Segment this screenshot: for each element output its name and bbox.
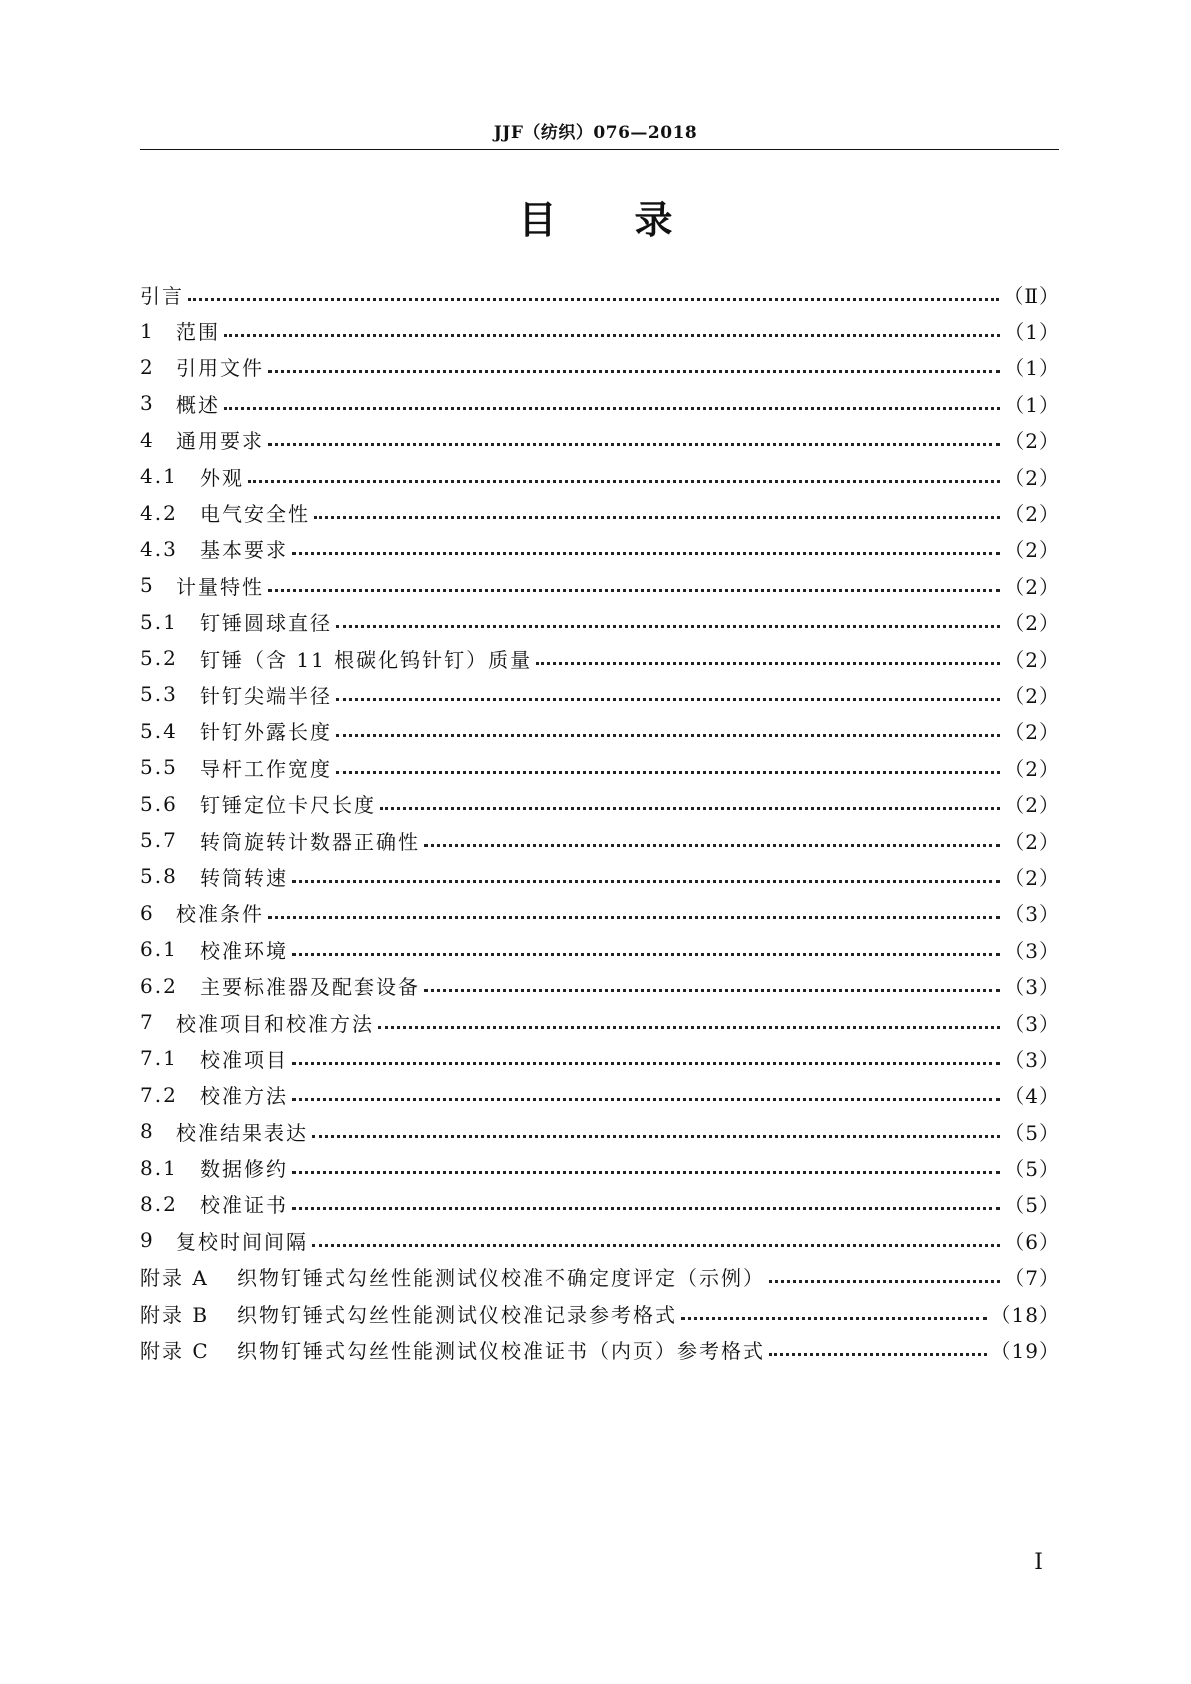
toc-leader-dots [292, 858, 1000, 883]
toc-entry-title: 针钉尖端半径 [200, 683, 332, 708]
toc-entry-title: 导杆工作宽度 [200, 756, 332, 781]
toc-leader-dots [268, 348, 1000, 373]
toc-entry-title: 数据修约 [200, 1157, 288, 1182]
toc-entry-title: 范围 [176, 320, 220, 345]
toc-entry[interactable] [140, 785, 1060, 821]
toc-entry-number: 7 [140, 1010, 155, 1034]
toc-leader-dots [268, 894, 1000, 919]
toc-entry-page: （2） [1004, 502, 1060, 527]
toc-leader-dots [292, 1185, 1000, 1210]
toc-entry-page: （1） [1004, 320, 1060, 345]
toc-leader-dots [292, 1040, 1000, 1065]
toc-entry-page: （7） [1004, 1266, 1060, 1291]
toc-entry-page: （2） [1004, 647, 1060, 672]
toc-entry-number: 5.3 [140, 682, 178, 707]
toc-leader-dots [378, 1004, 1000, 1029]
toc-entry-page: （2） [1004, 793, 1060, 818]
toc-entry-title: 钉锤定位卡尺长度 [200, 793, 376, 818]
toc-entry[interactable] [140, 494, 1060, 530]
toc-entry-title: 织物钉锤式勾丝性能测试仪校准证书（内页）参考格式 [237, 1339, 765, 1364]
toc-entry[interactable] [140, 385, 1060, 421]
toc-entry[interactable] [140, 1004, 1060, 1040]
toc-entry-page: （1） [1004, 356, 1060, 381]
toc-leader-dots [336, 712, 1000, 737]
toc-entry-title: 钉锤（含 11 根碳化钨针钉）质量 [200, 647, 533, 672]
toc-leader-dots [424, 822, 1000, 847]
toc-leader-dots [314, 494, 1000, 519]
toc-entry[interactable] [140, 1113, 1060, 1149]
toc-entry-title: 校准项目 [200, 1047, 288, 1072]
toc-entry-title: 概述 [176, 392, 220, 417]
toc-leader-dots [336, 603, 1000, 628]
toc-entry-page: （1） [1004, 392, 1060, 417]
toc-entry[interactable] [140, 676, 1060, 712]
toc-entry-title: 针钉外露长度 [200, 720, 332, 745]
toc-leader-dots [224, 312, 1000, 337]
toc-entry-title: 校准环境 [200, 938, 288, 963]
toc-entry[interactable] [140, 931, 1060, 967]
toc-entry-page: （2） [1004, 829, 1060, 854]
toc-entry-page: （2） [1004, 683, 1060, 708]
toc-entry-page: （2） [1004, 465, 1060, 490]
toc-leader-dots [224, 385, 1000, 410]
toc-entry[interactable] [140, 713, 1060, 749]
toc-entry-number: 5.8 [140, 864, 178, 889]
toc-entry[interactable] [140, 458, 1060, 494]
toc-leader-dots [380, 785, 1000, 810]
toc-entry-page: （4） [1004, 1084, 1060, 1109]
toc-entry-number: 8.2 [140, 1191, 178, 1216]
toc-entry[interactable] [140, 531, 1060, 567]
toc-leader-dots [292, 1076, 1000, 1101]
toc-entry[interactable] [140, 1186, 1060, 1222]
toc-entry[interactable] [140, 604, 1060, 640]
toc-entry[interactable] [140, 422, 1060, 458]
toc-entry[interactable] [140, 1077, 1060, 1113]
toc-entry-title: 引用文件 [176, 356, 264, 381]
toc-leader-dots [292, 530, 1000, 555]
toc-entry-title: 校准条件 [176, 902, 264, 927]
toc-entry-page: （2） [1004, 756, 1060, 781]
toc-entry-number: 2 [140, 354, 155, 379]
toc-leader-dots [424, 967, 1000, 992]
toc-entry[interactable] [140, 895, 1060, 931]
toc-entry[interactable] [140, 967, 1060, 1003]
toc-entry[interactable] [140, 567, 1060, 603]
toc-leader-dots [268, 567, 1000, 592]
toc-entry-page: （Ⅱ） [1003, 283, 1060, 308]
title-char-1: 目 [518, 198, 557, 242]
toc-entry[interactable] [140, 1259, 1060, 1295]
table-of-contents [140, 276, 1060, 1368]
toc-entry-page: （2） [1004, 865, 1060, 890]
toc-entry-page: （3） [1004, 902, 1060, 927]
toc-entry-title: 织物钉锤式勾丝性能测试仪校准记录参考格式 [237, 1302, 677, 1327]
toc-entry-title: 校准项目和校准方法 [176, 1011, 374, 1036]
toc-entry[interactable] [140, 276, 1060, 312]
toc-entry-page: （5） [1004, 1193, 1060, 1218]
toc-leader-dots [681, 1295, 987, 1320]
toc-entry[interactable] [140, 1040, 1060, 1076]
toc-entry-number: 6.1 [140, 937, 178, 962]
toc-entry-page: （19） [990, 1339, 1060, 1364]
toc-entry-title: 转筒转速 [200, 865, 288, 890]
toc-entry-number: 5.2 [140, 646, 178, 671]
toc-entry-number: 6 [140, 900, 155, 925]
toc-leader-dots [336, 676, 1000, 701]
toc-entry-title: 主要标准器及配套设备 [200, 975, 420, 1000]
toc-leader-dots [769, 1258, 1000, 1283]
toc-entry-page: （3） [1004, 975, 1060, 1000]
toc-entry-number: 7.1 [140, 1046, 178, 1071]
toc-leader-dots [336, 749, 1000, 774]
toc-entry-number: 4 [140, 427, 155, 452]
toc-entry[interactable] [140, 1222, 1060, 1258]
header-rule [140, 149, 1059, 150]
toc-entry-page: （2） [1004, 429, 1060, 454]
toc-entry-number: 附录 B [140, 1302, 210, 1327]
page-folio: Ⅰ [1034, 1550, 1043, 1575]
toc-entry-page: （2） [1004, 538, 1060, 563]
toc-leader-dots [292, 1149, 1000, 1174]
toc-entry-number: 附录 A [140, 1266, 209, 1291]
toc-entry-number: 6.2 [140, 973, 178, 998]
toc-entry-title: 校准方法 [200, 1084, 288, 1109]
page-title [0, 195, 1191, 245]
title-char-2: 录 [634, 198, 673, 242]
toc-entry[interactable] [140, 822, 1060, 858]
toc-entry-title: 计量特性 [176, 574, 264, 599]
toc-entry-page: （2） [1004, 574, 1060, 599]
toc-entry-page: （3） [1004, 1047, 1060, 1072]
toc-entry-number: 7.2 [140, 1082, 178, 1107]
toc-entry-number: 3 [140, 391, 155, 416]
toc-entry-number: 附录 C [140, 1339, 210, 1364]
toc-entry-page: （6） [1004, 1229, 1060, 1254]
toc-entry-number: 5.1 [140, 609, 178, 634]
toc-leader-dots [312, 1113, 1000, 1138]
toc-leader-dots [769, 1331, 987, 1356]
toc-entry[interactable] [140, 640, 1060, 676]
toc-leader-dots [536, 640, 1000, 665]
toc-leader-dots [248, 458, 1000, 483]
toc-entry-number: 1 [140, 318, 155, 343]
toc-entry-page: （18） [990, 1302, 1060, 1327]
toc-entry-title: 校准证书 [200, 1193, 288, 1218]
standard-code-header: JJF（纺织）076—2018 [493, 123, 698, 143]
toc-entry-number: 5 [140, 573, 155, 598]
toc-entry[interactable] [140, 1295, 1060, 1331]
toc-entry-page: （5） [1004, 1157, 1060, 1182]
toc-entry[interactable] [140, 1149, 1060, 1185]
toc-leader-dots [188, 276, 999, 301]
toc-entry-title: 校准结果表达 [176, 1120, 308, 1145]
toc-leader-dots [292, 931, 1000, 956]
toc-entry-page: （5） [1004, 1120, 1060, 1145]
toc-entry[interactable] [140, 858, 1060, 894]
toc-entry-page: （3） [1004, 938, 1060, 963]
toc-entry-title: 引言 [140, 283, 184, 308]
toc-entry-page: （2） [1004, 720, 1060, 745]
toc-entry-number: 4.3 [140, 536, 178, 561]
toc-leader-dots [312, 1222, 1000, 1247]
toc-entry-title: 电气安全性 [200, 502, 310, 527]
toc-entry-page: （2） [1004, 611, 1060, 636]
toc-entry-number: 5.5 [140, 755, 178, 780]
toc-entry[interactable] [140, 312, 1060, 348]
toc-entry[interactable] [140, 349, 1060, 385]
toc-entry-number: 8 [140, 1119, 155, 1144]
toc-entry-number: 5.6 [140, 791, 178, 816]
toc-entry-title: 复校时间间隔 [176, 1229, 308, 1254]
toc-entry-number: 9 [140, 1228, 155, 1253]
toc-leader-dots [268, 421, 1000, 446]
toc-entry-number: 4.2 [140, 500, 178, 525]
toc-entry-number: 5.7 [140, 828, 178, 853]
toc-entry-title: 通用要求 [176, 429, 264, 454]
toc-entry-title: 钉锤圆球直径 [200, 611, 332, 636]
toc-entry-number: 8.1 [140, 1155, 178, 1180]
toc-entry-number: 5.4 [140, 718, 178, 743]
toc-entry-title: 基本要求 [200, 538, 288, 563]
toc-entry-page: （3） [1004, 1011, 1060, 1036]
toc-entry[interactable] [140, 1331, 1060, 1367]
toc-entry-title: 外观 [200, 465, 244, 490]
toc-entry-title: 织物钉锤式勾丝性能测试仪校准不确定度评定（示例） [237, 1266, 765, 1291]
toc-entry-title: 转筒旋转计数器正确性 [200, 829, 420, 854]
toc-entry[interactable] [140, 749, 1060, 785]
toc-entry-number: 4.1 [140, 464, 178, 489]
